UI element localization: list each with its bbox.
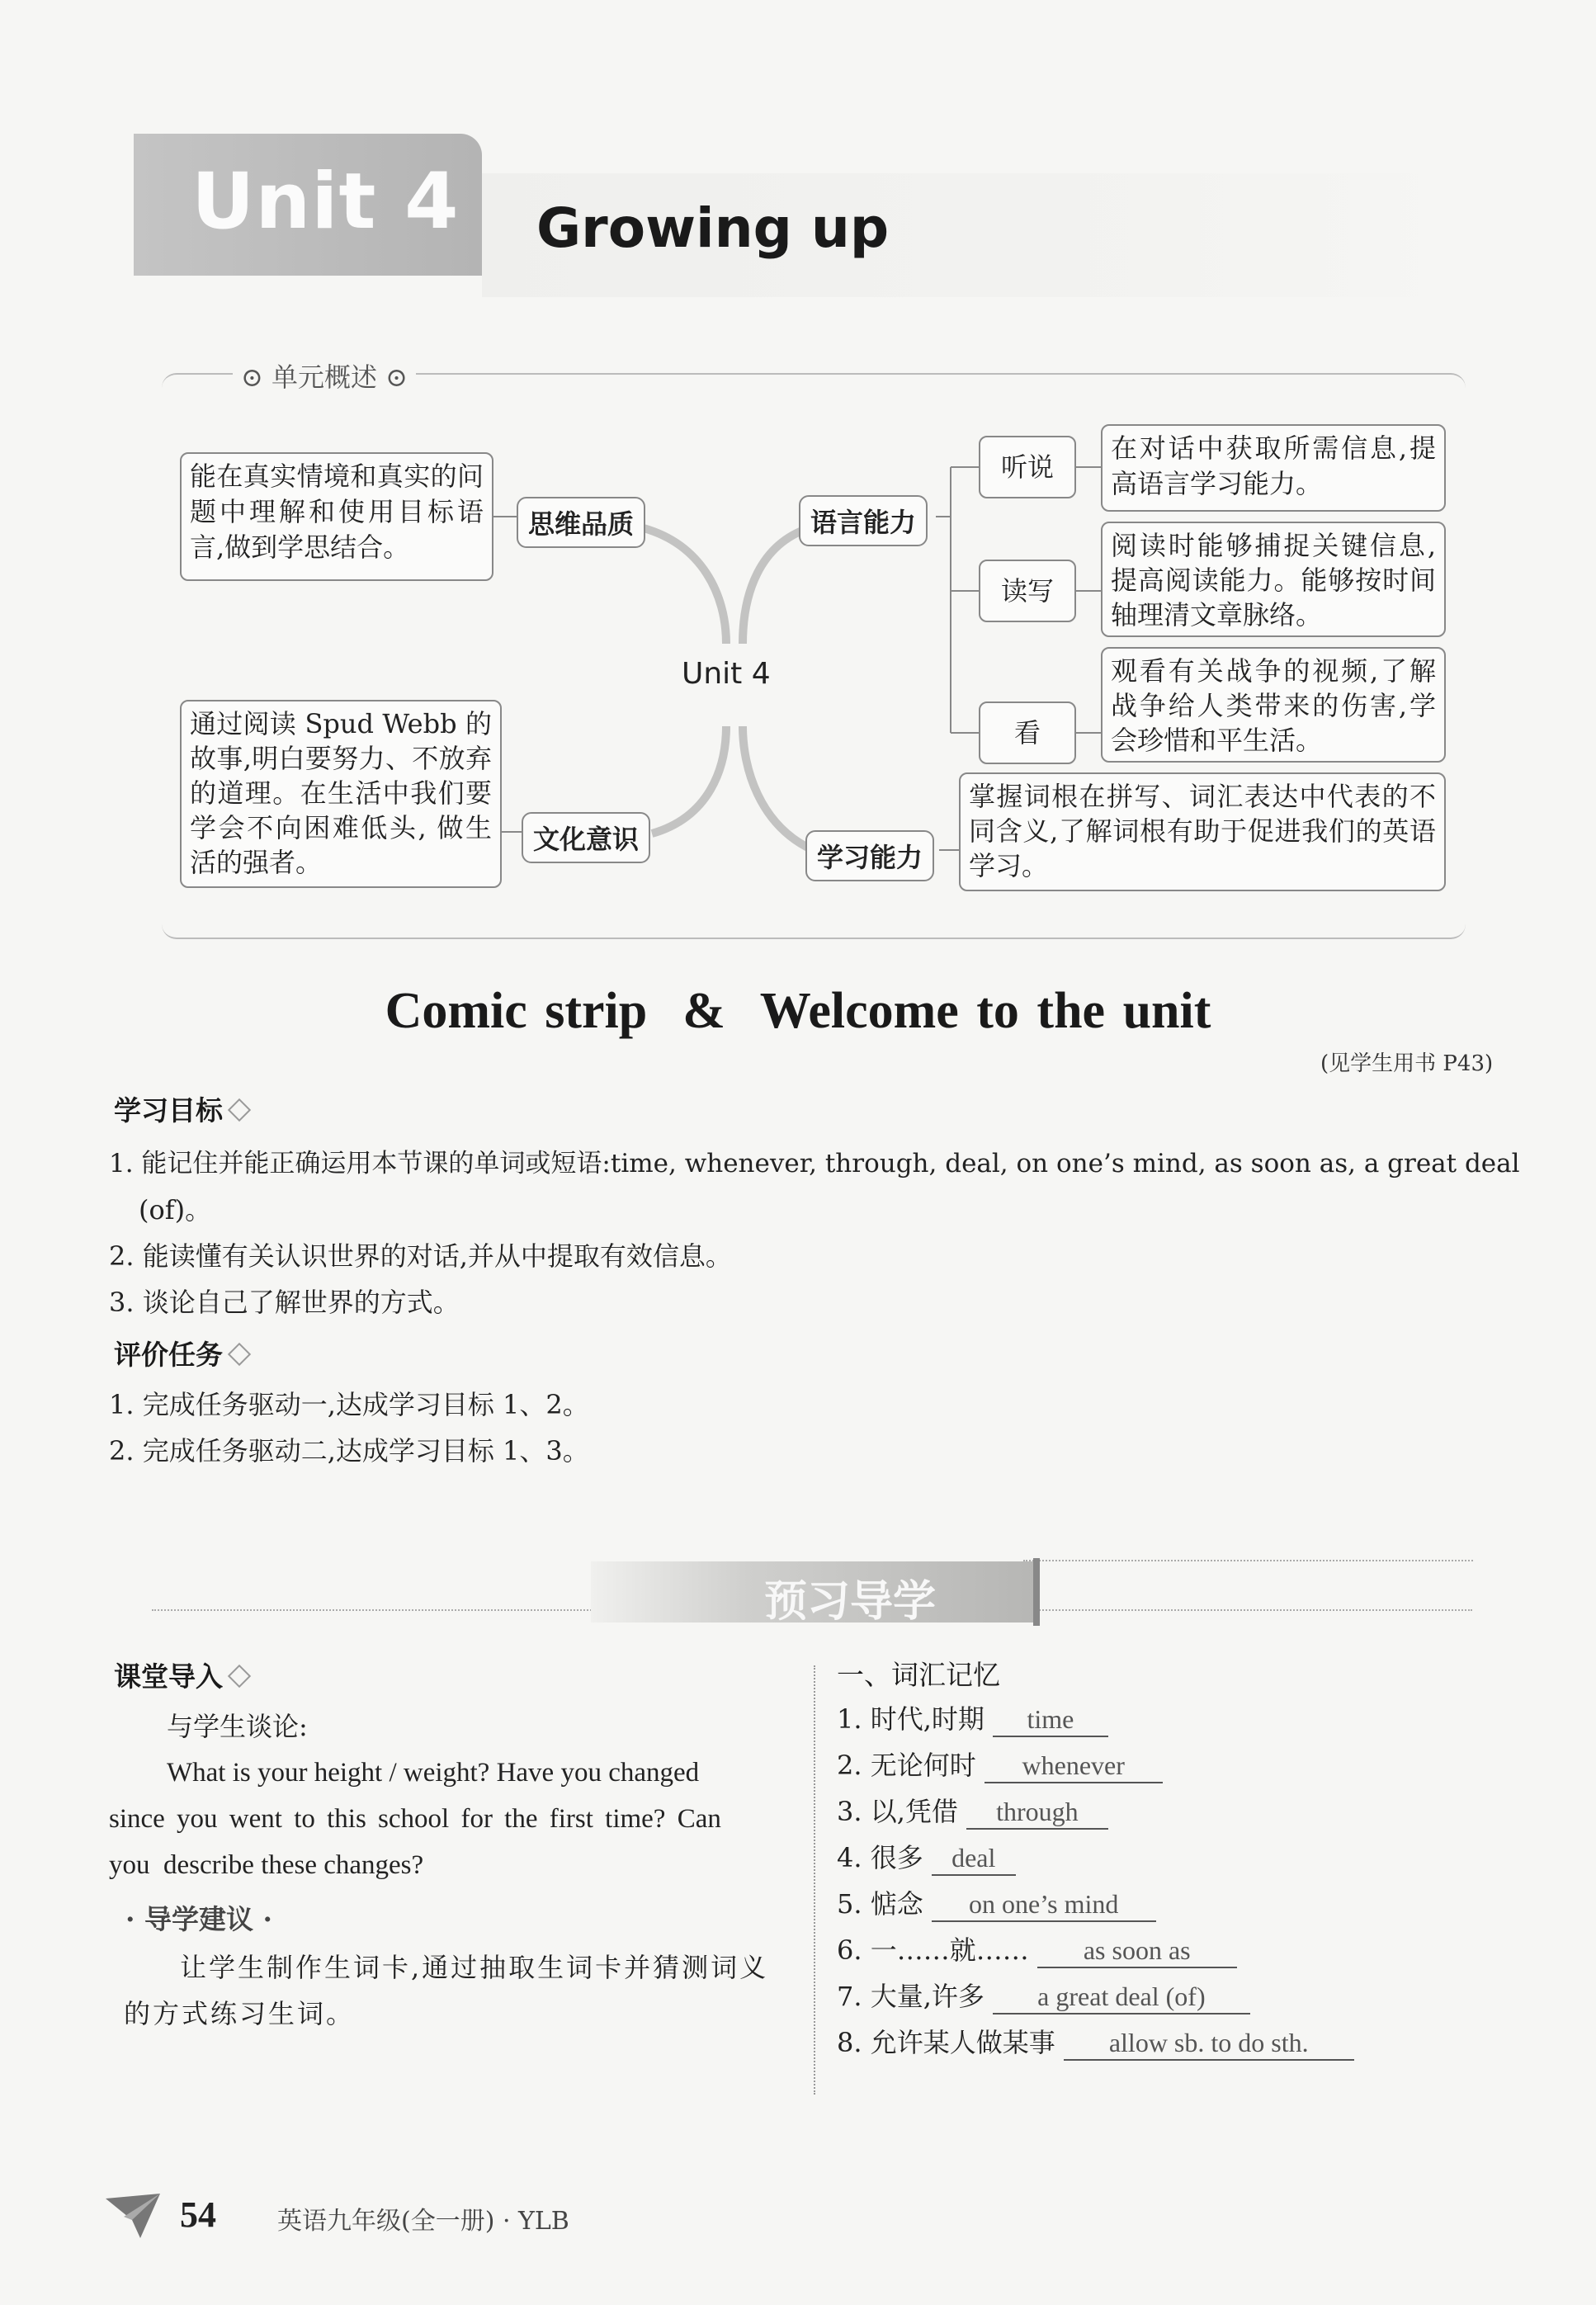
banner-text: 预习导学 — [764, 1577, 937, 1627]
vocab-prompt: 5. 惦念 — [837, 1888, 923, 1920]
task-item: 1. 完成任务驱动一,达成学习目标 1、2。 — [109, 1389, 589, 1420]
skill-listening-speaking — [979, 436, 1076, 498]
learning-text: 掌握词根在拼写、词汇表达中代表的不同含义,了解词根有助于促进我们的英语学习。 — [969, 781, 1436, 881]
vocab-prompt: 8. 允许某人做某事 — [837, 2027, 1055, 2058]
advice-line: 让学生制作生词卡,通过抽取生词卡并猜测词义 — [180, 1952, 769, 1983]
vocab-prompt: 6. 一……就…… — [837, 1934, 1029, 1966]
language-label-text: 语言能力 — [810, 507, 917, 538]
vocab-answer: through — [966, 1795, 1108, 1830]
vocab-answer: on one’s mind — [932, 1887, 1156, 1922]
vocab-item — [837, 1745, 1163, 1783]
skill-name: 读写 — [1000, 575, 1054, 607]
target-icon: ⊙ — [241, 361, 263, 393]
book-title: 英语九年级(全一册) · YLB — [277, 2207, 569, 2236]
lesson-title: Comic strip & Welcome to the unit — [385, 983, 1211, 1039]
goals-heading-text: 学习目标 — [114, 1094, 223, 1127]
vocab-answer: time — [993, 1703, 1108, 1737]
vocab-item — [837, 2022, 1354, 2061]
vocab-answer: as soon as — [1037, 1934, 1237, 1968]
task-item: 2. 完成任务驱动二,达成学习目标 1、3。 — [109, 1435, 589, 1467]
student-book-ref: (见学生用书 P43) — [1320, 1051, 1494, 1076]
question-line: you describe these changes? — [109, 1850, 424, 1880]
vocab-item — [837, 1791, 1108, 1830]
vocab-answer: a great deal (of) — [993, 1980, 1250, 2015]
vocab-prompt: 2. 无论何时 — [837, 1750, 976, 1781]
question-line: since you went to this school for the first time? Can — [109, 1804, 721, 1834]
vocab-prompt: 1. 时代,时期 — [837, 1703, 985, 1735]
goal-item: 3. 谈论自己了解世界的方式。 — [109, 1287, 460, 1318]
vocab-item — [837, 1698, 1108, 1737]
skill-reading-writing-text — [1101, 522, 1446, 637]
thinking-text: 能在真实情境和真实的问题中理解和使用目标语言,做到学思结合。 — [190, 461, 484, 563]
language-label — [799, 495, 928, 546]
culture-label-text: 文化意识 — [533, 824, 640, 855]
paper-plane-icon — [104, 2192, 162, 2241]
target-icon: ⊙ — [385, 361, 408, 393]
skill-text: 在对话中获取所需信息,提高语言学习能力。 — [1111, 432, 1436, 499]
skill-viewing-text — [1101, 647, 1446, 763]
advice-line: 的方式练习生词。 — [124, 1998, 356, 2029]
preview-banner — [591, 1561, 1038, 1627]
learning-text-box — [959, 772, 1446, 891]
unit-label: Unit 4 — [191, 157, 460, 247]
unit-badge — [134, 134, 482, 276]
learning-label-text: 学习能力 — [817, 842, 923, 873]
intro-text: 与学生谈论: — [167, 1711, 308, 1742]
vocab-answer: whenever — [985, 1749, 1163, 1783]
intro-heading-text: 课堂导入 — [114, 1660, 223, 1693]
goal-item: 2. 能读懂有关认识世界的对话,并从中提取有效信息。 — [109, 1240, 732, 1272]
skill-text: 观看有关战争的视频,了解战争给人类带来的伤害,学会珍惜和平生活。 — [1111, 655, 1436, 756]
banner-rule-top — [1023, 1560, 1473, 1561]
question-line: What is your height / weight? Have you changed — [167, 1758, 700, 1788]
vocab-answer: deal — [932, 1841, 1016, 1876]
thinking-label-text: 思维品质 — [528, 508, 635, 540]
vocab-prompt: 4. 很多 — [837, 1842, 923, 1873]
unit-title: Growing up — [536, 196, 890, 260]
learning-label — [805, 830, 934, 881]
vocab-item — [837, 1837, 1016, 1876]
vocab-prompt: 7. 大量,许多 — [837, 1981, 985, 2012]
skill-reading-writing — [979, 560, 1076, 622]
vocab-heading: 一、词汇记忆 — [837, 1659, 1000, 1691]
culture-text: 通过阅读 Spud Webb 的故事,明白要努力、不放弃的道理。在生活中我们要学会不向困难低头, 做生活的强者。 — [190, 708, 492, 878]
tasks-heading-text: 评价任务 — [114, 1339, 223, 1371]
skill-name: 看 — [1013, 717, 1041, 749]
vocab-item — [837, 1929, 1237, 1968]
page-number: 54 — [180, 2194, 216, 2235]
thinking-text-box — [180, 452, 493, 581]
vocab-answer: allow sb. to do sth. — [1064, 2026, 1354, 2061]
advice-heading: · 导学建议 · — [125, 1903, 272, 1935]
vocab-item — [837, 1976, 1250, 2015]
diamond-icon — [228, 1665, 251, 1688]
vocab-prompt: 3. 以,凭借 — [837, 1796, 958, 1827]
skill-viewing — [979, 701, 1076, 764]
culture-text-box — [180, 700, 502, 888]
banner-bar — [1033, 1558, 1040, 1626]
overview-title — [233, 357, 416, 394]
skill-listening-speaking-text — [1101, 424, 1446, 512]
center-unit-label: Unit 4 — [682, 657, 771, 691]
intro-heading — [114, 1656, 248, 1694]
skill-name: 听说 — [1000, 451, 1054, 483]
culture-label — [522, 812, 650, 863]
diamond-icon — [228, 1098, 251, 1122]
diamond-icon — [228, 1343, 251, 1366]
overview-title-text: 单元概述 — [271, 361, 377, 393]
goals-heading — [114, 1089, 248, 1128]
goal-item: (of)。 — [139, 1194, 212, 1226]
thinking-label — [517, 497, 645, 548]
goal-item: 1. 能记住并能正确运用本节课的单词或短语:time, whenever, through, deal, on one’s mind, as soon as, a great deal — [109, 1149, 1520, 1178]
skill-text: 阅读时能够捕捉关键信息,提高阅读能力。能够按时间轴理清文章脉络。 — [1111, 530, 1436, 631]
column-divider — [814, 1665, 815, 2095]
vocab-item — [837, 1883, 1156, 1922]
tasks-heading — [114, 1334, 248, 1372]
